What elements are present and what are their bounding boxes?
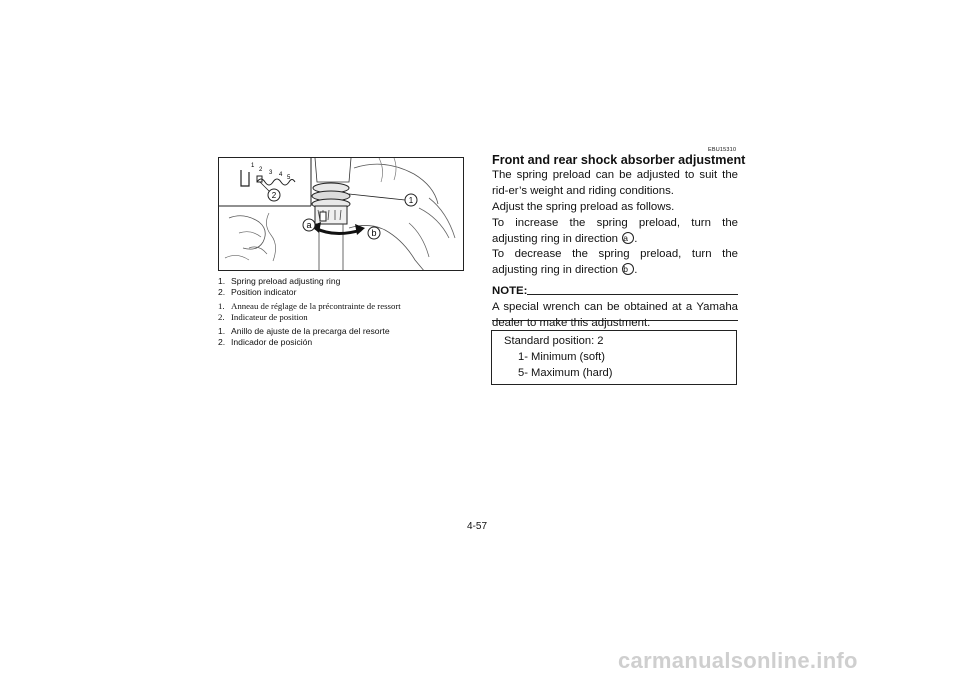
caption-number: 1.: [218, 301, 225, 311]
period: .: [634, 233, 638, 245]
paragraph-increase: [492, 215, 738, 247]
paragraph-adjust: Adjust the spring preload as follows.: [492, 201, 675, 213]
scale-number-2: 2: [259, 167, 263, 173]
scale-number-5: 5: [287, 175, 291, 181]
caption-item: [218, 301, 401, 312]
caption-item: [218, 337, 390, 348]
callout-b: b: [371, 228, 377, 238]
callout-1: 1: [408, 196, 414, 205]
section-code: EBU15310: [708, 147, 737, 153]
caption-item: [218, 276, 340, 287]
paragraph-text: To increase the spring preload, turn the adjusting ring in direction: [492, 217, 738, 245]
caption-spanish: [218, 326, 390, 347]
scale-number-4: 4: [279, 172, 283, 178]
callout-a: a: [306, 220, 312, 230]
caption-text: Position indicator: [231, 286, 297, 297]
spec-box: [491, 330, 737, 385]
section-heading: Front and rear shock absorber adjustment: [492, 153, 746, 167]
shock-absorber-illustration: [218, 157, 464, 271]
paragraph-intro: [492, 167, 738, 199]
note-rule-bottom: [492, 320, 738, 321]
spec-maximum: 5- Maximum (hard): [518, 367, 613, 379]
note-label: NOTE:: [492, 285, 528, 297]
caption-text: Spring preload adjusting ring: [231, 276, 341, 286]
callout-2: 2: [271, 191, 277, 200]
scale-number-3: 3: [269, 170, 273, 176]
caption-item: [218, 326, 390, 337]
caption-text: Anneau de réglage de la précontrainte de ressort: [231, 301, 401, 311]
caption-item: [218, 287, 340, 298]
period: .: [634, 264, 638, 276]
paragraph-text: To decrease the spring preload, turn the adjusting ring in direction: [492, 248, 738, 276]
caption-number: 1.: [218, 326, 226, 336]
caption-number: 2.: [218, 311, 225, 322]
note-rule-top: [527, 294, 738, 295]
caption-english: [218, 276, 340, 297]
caption-number: 2.: [218, 286, 226, 297]
marker-a: a: [622, 232, 634, 244]
marker-b: b: [622, 263, 634, 275]
spec-minimum: 1- Minimum (soft): [518, 351, 606, 363]
spec-standard: Standard position: 2: [504, 335, 604, 347]
paragraph-decrease: [492, 246, 738, 278]
scale-number-1: 1: [251, 163, 255, 169]
caption-text: Indicateur de position: [231, 311, 308, 322]
page-number: 4-57: [467, 521, 488, 532]
caption-text: Anillo de ajuste de la precarga del resorte: [231, 326, 390, 336]
paragraph-text: The spring preload can be adjusted to suit the rid-er’s weight and riding conditions.: [492, 169, 738, 197]
watermark: carmanualsonline.info: [618, 648, 858, 673]
caption-item: [218, 312, 401, 323]
shock-absorber-drawing: [219, 158, 464, 271]
caption-number: 1.: [218, 276, 226, 286]
caption-french: [218, 301, 401, 322]
caption-number: 2.: [218, 336, 226, 347]
caption-text: Indicador de posición: [231, 336, 313, 347]
note-text: A special wrench can be obtained at a Yamaha dealer to make this adjustment.: [492, 301, 738, 329]
